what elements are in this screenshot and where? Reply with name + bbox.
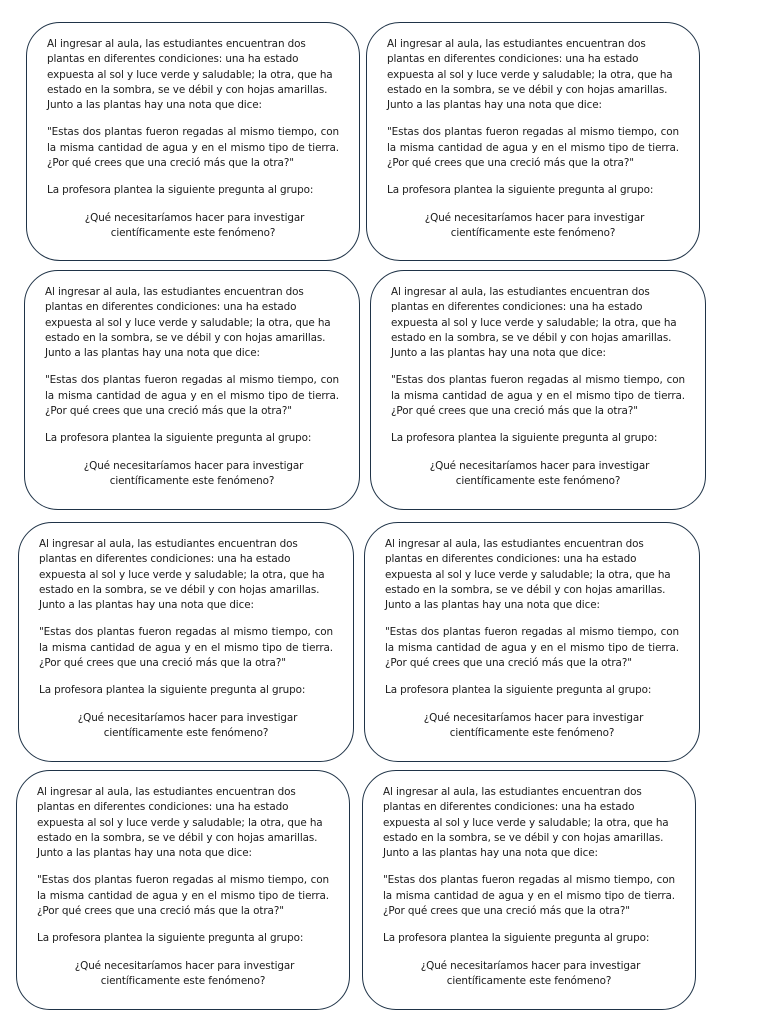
intro-text: Al ingresar al aula, las estudiantes encuentran dos plantas en diferentes condiciones: una ha estado expuesta al sol y luce verde y saludable; la otra, que ha estado en la sombra, se ve débil y con hojas amarillas. Junto a las plantas hay una nota que dice: [47,38,333,112]
prompt-text: La profesora plantea la siguiente pregunta al grupo: [47,184,314,197]
prompt-text: La profesora plantea la siguiente pregunta al grupo: [391,432,658,445]
intro-text: Al ingresar al aula, las estudiantes encuentran dos plantas en diferentes condiciones: una ha estado expuesta al sol y luce verde y saludable; la otra, que ha estado en la sombra, se ve débil y con hojas amarillas. Junto a las plantas hay una nota que dice: [45,286,331,360]
question-label: ¿Qué necesitaríamos hacer para investigar científicamente este fenómeno? [77,711,298,739]
activity-card-4 [370,270,706,510]
question-label: ¿Qué necesitaríamos hacer para investigar científicamente este fenómeno? [424,211,645,239]
question-text [47,211,339,242]
quote-text: "Estas dos plantas fueron regadas al mismo tiempo, con la misma cantidad de agua y en el mismo tipo de tierra. ¿Por qué crees que una creció más que la otra?" [387,126,679,170]
intro-text: Al ingresar al aula, las estudiantes encuentran dos plantas en diferentes condiciones: una ha estado expuesta al sol y luce verde y saludable; la otra, que ha estado en la sombra, se ve débil y con hojas amarillas. Junto a las plantas hay una nota que dice: [37,786,323,860]
prompt-text: La profesora plantea la siguiente pregunta al grupo: [37,932,304,945]
question-text [37,959,329,990]
quote-text: "Estas dos plantas fueron regadas al mismo tiempo, con la misma cantidad de agua y en el mismo tipo de tierra. ¿Por qué crees que una creció más que la otra?" [47,126,339,170]
question-text [45,459,339,490]
activity-card-5 [18,522,354,762]
question-text [387,211,679,242]
quote-text: "Estas dos plantas fueron regadas al mismo tiempo, con la misma cantidad de agua y en el mismo tipo de tierra. ¿Por qué crees que una creció más que la otra?" [37,874,329,918]
intro-text: Al ingresar al aula, las estudiantes encuentran dos plantas en diferentes condiciones: una ha estado expuesta al sol y luce verde y saludable; la otra, que ha estado en la sombra, se ve débil y con hojas amarillas. Junto a las plantas hay una nota que dice: [385,538,671,612]
intro-text: Al ingresar al aula, las estudiantes encuentran dos plantas en diferentes condiciones: una ha estado expuesta al sol y luce verde y saludable; la otra, que ha estado en la sombra, se ve débil y con hojas amarillas. Junto a las plantas hay una nota que dice: [391,286,677,360]
question-text [39,711,333,742]
question-label: ¿Qué necesitaríamos hacer para investigar científicamente este fenómeno? [429,459,650,487]
activity-card-1 [26,22,360,261]
activity-card-2 [366,22,700,261]
prompt-text: La profesora plantea la siguiente pregunta al grupo: [387,184,654,197]
question-label: ¿Qué necesitaríamos hacer para investigar científicamente este fenómeno? [420,959,641,987]
question-label: ¿Qué necesitaríamos hacer para investigar científicamente este fenómeno? [83,459,304,487]
quote-text: "Estas dos plantas fueron regadas al mismo tiempo, con la misma cantidad de agua y en el mismo tipo de tierra. ¿Por qué crees que una creció más que la otra?" [45,374,339,418]
question-label: ¿Qué necesitaríamos hacer para investigar científicamente este fenómeno? [423,711,644,739]
prompt-text: La profesora plantea la siguiente pregunta al grupo: [383,932,650,945]
prompt-text: La profesora plantea la siguiente pregunta al grupo: [385,684,652,697]
question-label: ¿Qué necesitaríamos hacer para investigar científicamente este fenómeno? [84,211,305,239]
quote-text: "Estas dos plantas fueron regadas al mismo tiempo, con la misma cantidad de agua y en el mismo tipo de tierra. ¿Por qué crees que una creció más que la otra?" [39,626,333,670]
question-text [391,459,685,490]
activity-card-3 [24,270,360,510]
activity-card-8 [362,770,696,1010]
activity-card-6 [364,522,700,762]
prompt-text: La profesora plantea la siguiente pregunta al grupo: [39,684,306,697]
activity-card-7 [16,770,350,1010]
intro-text: Al ingresar al aula, las estudiantes encuentran dos plantas en diferentes condiciones: una ha estado expuesta al sol y luce verde y saludable; la otra, que ha estado en la sombra, se ve débil y con hojas amarillas. Junto a las plantas hay una nota que dice: [39,538,325,612]
prompt-text: La profesora plantea la siguiente pregunta al grupo: [45,432,312,445]
question-text [383,959,675,990]
quote-text: "Estas dos plantas fueron regadas al mismo tiempo, con la misma cantidad de agua y en el mismo tipo de tierra. ¿Por qué crees que una creció más que la otra?" [385,626,679,670]
question-label: ¿Qué necesitaríamos hacer para investigar científicamente este fenómeno? [74,959,295,987]
intro-text: Al ingresar al aula, las estudiantes encuentran dos plantas en diferentes condiciones: una ha estado expuesta al sol y luce verde y saludable; la otra, que ha estado en la sombra, se ve débil y con hojas amarillas. Junto a las plantas hay una nota que dice: [387,38,673,112]
intro-text: Al ingresar al aula, las estudiantes encuentran dos plantas en diferentes condiciones: una ha estado expuesta al sol y luce verde y saludable; la otra, que ha estado en la sombra, se ve débil y con hojas amarillas. Junto a las plantas hay una nota que dice: [383,786,669,860]
quote-text: "Estas dos plantas fueron regadas al mismo tiempo, con la misma cantidad de agua y en el mismo tipo de tierra. ¿Por qué crees que una creció más que la otra?" [391,374,685,418]
question-text [385,711,679,742]
quote-text: "Estas dos plantas fueron regadas al mismo tiempo, con la misma cantidad de agua y en el mismo tipo de tierra. ¿Por qué crees que una creció más que la otra?" [383,874,675,918]
